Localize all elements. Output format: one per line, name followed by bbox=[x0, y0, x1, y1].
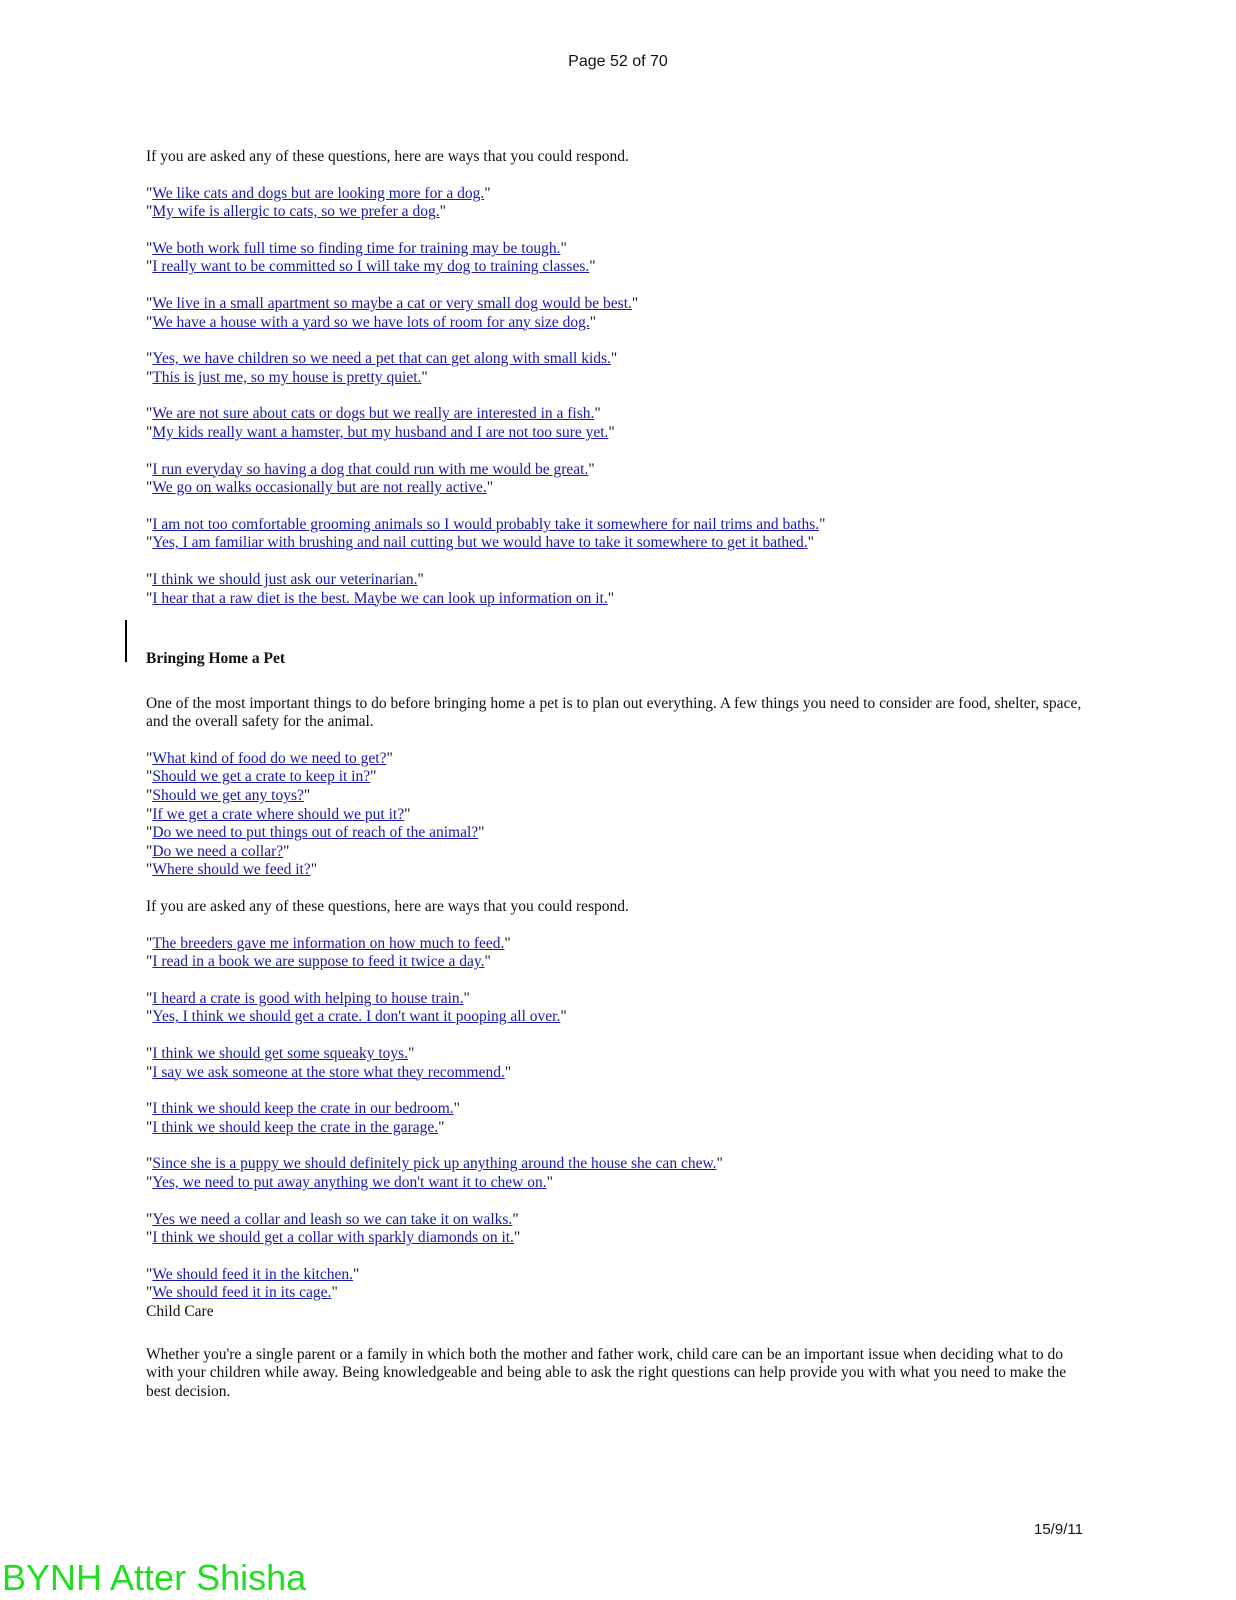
quoted-link-line: "Do we need a collar?" bbox=[146, 842, 290, 860]
quote-link[interactable]: We should feed it in its cage. bbox=[152, 1284, 332, 1302]
quoted-link-line: "I say we ask someone at the store what they recommend." bbox=[146, 1063, 512, 1081]
quoted-link-line: "Yes, we have children so we need a pet that can get along with small kids." bbox=[146, 350, 618, 368]
quote-link[interactable]: I think we should keep the crate in our bedroom. bbox=[152, 1100, 454, 1118]
quoted-link-line: "My kids really want a hamster, but my husband and I are not too sure yet." bbox=[146, 423, 615, 441]
quoted-link-line: "We go on walks occasionally but are not really active." bbox=[146, 479, 494, 497]
quote-link[interactable]: I really want to be committed so I will take my dog to training classes. bbox=[152, 258, 590, 276]
quote-link[interactable]: I think we should get a collar with sparkly diamonds on it. bbox=[152, 1229, 514, 1247]
quote-link[interactable]: Since she is a puppy we should definitely pick up anything around the house she can chew. bbox=[152, 1155, 717, 1173]
quote-link[interactable]: If we get a crate where should we put it? bbox=[152, 805, 405, 823]
quote-link[interactable]: We like cats and dogs but are looking more for a dog. bbox=[152, 184, 485, 202]
quote-link[interactable]: I am not too comfortable grooming animals so I would probably take it somewhere for nail trims and baths. bbox=[152, 515, 820, 533]
quoted-link-line: "I am not too comfortable grooming animals so I would probably take it somewhere for nail trims and baths." bbox=[146, 515, 826, 533]
quoted-link-line: "Yes we need a collar and leash so we can take it on walks." bbox=[146, 1210, 519, 1228]
response-list-2 bbox=[146, 935, 1091, 1303]
quoted-link-line: "Should we get any toys?" bbox=[146, 787, 311, 805]
quote-link[interactable]: Yes we need a collar and leash so we can take it on walks. bbox=[152, 1210, 513, 1228]
quote-link[interactable]: I think we should just ask our veterinarian. bbox=[152, 570, 418, 588]
quote-link[interactable]: I read in a book we are suppose to feed it twice a day. bbox=[152, 953, 485, 971]
quoted-link-line: "I think we should get a collar with sparkly diamonds on it." bbox=[146, 1229, 521, 1247]
quoted-link-line: "Yes, I think we should get a crate. I don't want it pooping all over." bbox=[146, 1008, 567, 1026]
quote-link[interactable]: We should feed it in the kitchen. bbox=[152, 1265, 353, 1283]
quote-link[interactable]: We are not sure about cats or dogs but we really are interested in a fish. bbox=[152, 405, 595, 423]
footer-date: 15/9/11 bbox=[1034, 1521, 1083, 1538]
quoted-link-line: "This is just me, so my house is pretty quiet." bbox=[146, 368, 428, 386]
quote-link[interactable]: Yes, we need to put away anything we don't want it to chew on. bbox=[152, 1173, 547, 1191]
quoted-link-line: "Yes, I am familiar with brushing and nail cutting but we would have to take it somewhere to get it bathed." bbox=[146, 534, 814, 552]
quote-link[interactable]: Do we need to put things out of reach of the animal? bbox=[152, 824, 479, 842]
watermark-text: BYNH Atter Shisha bbox=[2, 1557, 307, 1598]
quoted-link-line: "Should we get a crate to keep it in?" bbox=[146, 768, 377, 786]
page-number-header: Page 52 of 70 bbox=[568, 53, 668, 70]
quote-link[interactable]: Where should we feed it? bbox=[152, 861, 311, 879]
quoted-link-line: "My wife is allergic to cats, so we prefer a dog." bbox=[146, 203, 446, 221]
quote-link[interactable]: Should we get any toys? bbox=[152, 787, 304, 805]
quote-link[interactable]: I hear that a raw diet is the best. Maybe we can look up information on it. bbox=[152, 589, 608, 607]
quoted-link-line: "We like cats and dogs but are looking more for a dog." bbox=[146, 184, 491, 202]
respond-intro: If you are asked any of these questions, here are ways that you could respond. bbox=[146, 148, 629, 165]
quote-link[interactable]: Yes, we have children so we need a pet that can get along with small kids. bbox=[152, 350, 611, 368]
quote-link[interactable]: I heard a crate is good with helping to house train. bbox=[152, 989, 464, 1007]
quote-link[interactable]: I think we should keep the crate in the garage. bbox=[152, 1118, 439, 1136]
quote-link[interactable]: My wife is allergic to cats, so we prefer a dog. bbox=[152, 203, 440, 221]
quote-link[interactable]: Should we get a crate to keep it in? bbox=[152, 768, 371, 786]
quoted-link-line: "What kind of food do we need to get?" bbox=[146, 749, 393, 767]
quoted-link-line: "Since she is a puppy we should definitely pick up anything around the house she can chew." bbox=[146, 1155, 723, 1173]
quoted-link-line: "I think we should keep the crate in our bedroom." bbox=[146, 1100, 460, 1118]
quote-link[interactable]: What kind of food do we need to get? bbox=[152, 749, 387, 767]
quoted-link-line: "We both work full time so finding time for training may be tough." bbox=[146, 239, 567, 257]
section-heading-child-care: Child Care bbox=[146, 1302, 214, 1320]
quoted-link-line: "Yes, we need to put away anything we don't want it to chew on." bbox=[146, 1173, 553, 1191]
question-list bbox=[146, 750, 1091, 880]
quoted-link-line: "We are not sure about cats or dogs but we really are interested in a fish." bbox=[146, 405, 601, 423]
quote-link[interactable]: I say we ask someone at the store what they recommend. bbox=[152, 1063, 505, 1081]
response-list-1 bbox=[146, 185, 1091, 609]
revision-change-bar bbox=[125, 620, 127, 662]
quote-link[interactable]: Yes, I think we should get a crate. I don't want it pooping all over. bbox=[152, 1008, 561, 1026]
quoted-link-line: "I think we should get some squeaky toys." bbox=[146, 1045, 415, 1062]
quote-link[interactable]: This is just me, so my house is pretty quiet. bbox=[152, 368, 422, 386]
quote-link[interactable]: We live in a small apartment so maybe a cat or very small dog would be best. bbox=[152, 294, 632, 312]
quoted-link-line: "I hear that a raw diet is the best. Maybe we can look up information on it." bbox=[146, 589, 615, 607]
quoted-link-line: "If we get a crate where should we put it?" bbox=[146, 805, 411, 823]
quoted-link-line: "We have a house with a yard so we have lots of room for any size dog." bbox=[146, 313, 597, 331]
quoted-link-line: "I think we should keep the crate in the garage." bbox=[146, 1118, 445, 1136]
quoted-link-line: "I think we should just ask our veterinarian." bbox=[146, 570, 424, 588]
quote-link[interactable]: Do we need a collar? bbox=[152, 842, 284, 860]
quoted-link-line: "I read in a book we are suppose to feed it twice a day." bbox=[146, 953, 491, 971]
quote-link[interactable]: We have a house with a yard so we have lots of room for any size dog. bbox=[152, 313, 590, 331]
section-heading-bringing-home: Bringing Home a Pet bbox=[146, 650, 286, 668]
quoted-link-line: "I really want to be committed so I will take my dog to training classes." bbox=[146, 258, 596, 276]
quote-link[interactable]: We both work full time so finding time for training may be tough. bbox=[152, 239, 561, 257]
document-body bbox=[146, 148, 1091, 1401]
quoted-link-line: "Where should we feed it?" bbox=[146, 861, 318, 879]
quote-link[interactable]: We go on walks occasionally but are not really active. bbox=[152, 479, 487, 497]
quote-link[interactable]: Yes, I am familiar with brushing and nail cutting but we would have to take it somewhere to get it bathed. bbox=[152, 534, 808, 552]
quote-link[interactable]: My kids really want a hamster, but my husband and I are not too sure yet. bbox=[152, 423, 609, 441]
bringing-home-paragraph: One of the most important things to do before bringing home a pet is to plan out everything. A few things you need to consider are food, shelter, space, and the overall safety for the animal. bbox=[146, 694, 1082, 731]
quoted-link-line: "We should feed it in its cage." bbox=[146, 1284, 338, 1302]
quote-link[interactable]: I run everyday so having a dog that could run with me would be great. bbox=[152, 460, 589, 478]
quoted-link-line: "I run everyday so having a dog that could run with me would be great." bbox=[146, 460, 595, 478]
quote-link[interactable]: The breeders gave me information on how much to feed. bbox=[152, 934, 505, 952]
quoted-link-line: "We live in a small apartment so maybe a cat or very small dog would be best." bbox=[146, 294, 639, 312]
quoted-link-line: "I heard a crate is good with helping to house train." bbox=[146, 989, 470, 1007]
quoted-link-line: "We should feed it in the kitchen." bbox=[146, 1265, 360, 1283]
quoted-link-line: "Do we need to put things out of reach of the animal?" bbox=[146, 824, 485, 842]
quoted-link-line: "The breeders gave me information on how much to feed." bbox=[146, 934, 511, 952]
respond-intro-2: If you are asked any of these questions, here are ways that you could respond. bbox=[146, 898, 629, 916]
child-care-paragraph: Whether you're a single parent or a family in which both the mother and father work, child care can be an important issue when deciding what to do with your children while away. Being knowledgeable and being able to ask the right questions can help provide you with what you need to make the best decision. bbox=[146, 1345, 1067, 1400]
quote-link[interactable]: I think we should get some squeaky toys. bbox=[152, 1045, 409, 1062]
